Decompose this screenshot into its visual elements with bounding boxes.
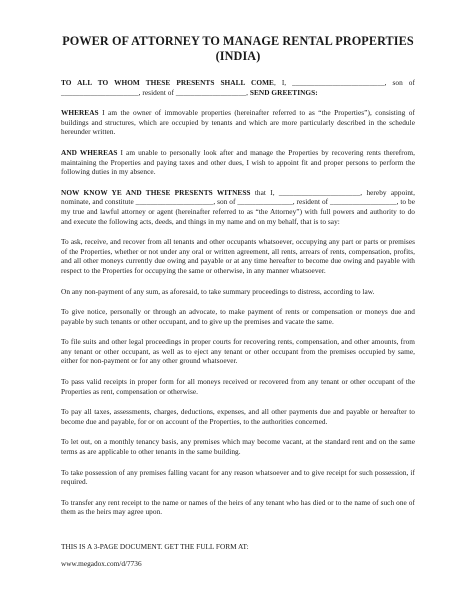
title-line-2: (INDIA)	[215, 49, 261, 63]
intro-text: , I, _________________________, son of _____________________, resident of ___________________,	[61, 78, 415, 97]
whereas-paragraph-2	[61, 148, 415, 177]
footer-notice: THIS IS A 3-PAGE DOCUMENT. GET THE FULL FORM AT:	[61, 542, 249, 551]
footer-spacer-small	[61, 552, 415, 559]
whereas-lead-2: AND WHEREAS	[61, 147, 118, 157]
whereas-lead-1: WHEREAS	[61, 108, 99, 118]
clause-paragraph: To take possession of any premises falling vacant for any reason whatsoever and to give receipt for such possession, if required.	[61, 467, 415, 487]
clause-paragraph: To file suits and other legal proceedings in proper courts for recovering rents, compensation, and other amounts, from any tenant or other occupant, as well as to eject any tenant or other occupant from the premises occupied by same, either for non-payment or for any other ground whatsoever.	[61, 337, 415, 366]
whereas-text-1: I am the owner of immovable properties (hereinafter referred to as “the Properties”), consisting of buildings and structures, which are occupied by tenants and which are more particularly described in the schedule hereunder written.	[61, 108, 415, 137]
document-title	[61, 34, 415, 64]
title-line-1: POWER OF ATTORNEY TO MANAGE RENTAL PROPERTIES	[62, 34, 414, 48]
intro-lead: TO ALL TO WHOM THESE PRESENTS SHALL COME	[61, 78, 274, 87]
witness-text: that I, ______________________, hereby appoint, nominate, and constitute _____________________, son of _______________, resident of __________________, to be my true and lawful attorney or agent (hereinafter referred to as “the Attorney”) with full powers and authority to do and execute the following acts, deeds, and things in my name and on my behalf, that is to say:	[61, 187, 415, 226]
clause-paragraph: To let out, on a monthly tenancy basis, any premises which may become vacant, at the standard rent and on the same terms as are applicable to other tenants in the same building.	[61, 437, 415, 457]
clause-paragraph: To ask, receive, and recover from all tenants and other occupants whatsoever, occupying any part or parts or premises of the Properties, whether or not under any oral or written agreement, all rents, arrears of rents, compensation, profits, and all other moneys currently due owing and payable or at any time hereafter to become due owing and payable with respect to the Properties for occupying the same or otherwise, in any manner whatsoever.	[61, 237, 415, 275]
footer-spacer	[61, 528, 415, 542]
clause-paragraph: To pass valid receipts in proper form for all moneys received or recovered from any tenant or other occupant of the Properties as rent, compensation or otherwise.	[61, 377, 415, 396]
clause-paragraph: On any non-payment of any sum, as aforesaid, to take summary proceedings to distress, according to law.	[61, 286, 375, 296]
whereas-paragraph-1	[61, 108, 415, 137]
intro-greeting: SEND GREETINGS:	[249, 87, 318, 97]
clause-paragraph: To pay all taxes, assessments, charges, deductions, expenses, and all other payments due and payable or hereafter to become due and payable, for or on account of the Properties, to the authorities concerned.	[61, 407, 415, 426]
witness-lead: NOW KNOW YE AND THESE PRESENTS WITNESS	[61, 187, 251, 197]
intro-paragraph	[61, 78, 415, 97]
whereas-text-2: I am unable to personally look after and manage the Properties by recovering rents therefrom, maintaining the Properties and paying taxes and other dues, I wish to appoint fit and proper persons to perform the following duties in my absence.	[61, 147, 416, 177]
witness-paragraph	[61, 188, 415, 226]
footer-url-link[interactable]: www.megadox.com/d/7736	[61, 558, 142, 568]
clause-paragraph: To give notice, personally or through an advocate, to make payment of rents or compensation or moneys due and payable by such tenants or other occupant, and to give up the premises and vacate the same.	[61, 307, 415, 326]
clause-paragraph: To transfer any rent receipt to the name or names of the heirs of any tenant who has died or to the name of such one of them as the heirs may agree upon.	[61, 497, 415, 517]
